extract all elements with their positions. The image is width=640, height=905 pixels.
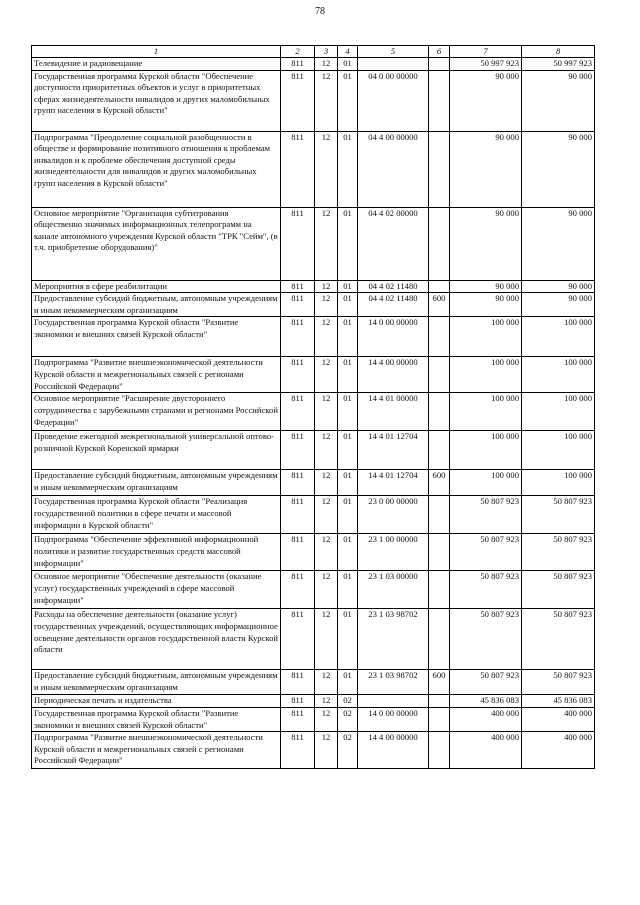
row-subsection-cell: 01 <box>338 609 358 670</box>
row-section-cell: 12 <box>315 534 338 571</box>
page-number: 78 <box>315 6 325 17</box>
row-subsection-cell: 02 <box>338 732 358 769</box>
row-ministry-code-cell: 811 <box>281 695 315 708</box>
row-name-cell: Периодическая печать и издательства <box>32 695 281 708</box>
row-amount-year2-cell: 50 807 923 <box>522 670 595 695</box>
row-amount-year1-cell: 90 000 <box>450 207 522 280</box>
row-name-cell: Подпрограмма "Развитие внешнеэкономической деятельности Курской области и межрегиональных связей с регионами Российской Федерации" <box>32 732 281 769</box>
row-name-cell: Государственная программа Курской области "Развитие экономики и внешних связей Курской области" <box>32 317 281 357</box>
row-amount-year2-cell: 90 000 <box>522 280 595 293</box>
row-amount-year2-cell: 50 807 923 <box>522 571 595 609</box>
row-expense-type-cell <box>429 431 450 470</box>
row-target-article-cell: 14 4 01 12704 <box>358 431 429 470</box>
row-section-cell: 12 <box>315 470 338 496</box>
row-subsection-cell: 01 <box>338 131 358 207</box>
row-section-cell: 12 <box>315 70 338 131</box>
header-cell: 3 <box>315 46 338 58</box>
table-row <box>32 357 595 393</box>
row-expense-type-cell <box>429 534 450 571</box>
row-name-cell: Государственная программа Курской области "Обеспечение доступности приоритетных объектов и услуг в приоритетных сферах жизнедеятельности инвалидов и других маломобильных групп населения в Курской области" <box>32 70 281 131</box>
row-amount-year2-cell: 400 000 <box>522 707 595 731</box>
row-name-cell: Мероприятия в сфере реабилитации <box>32 280 281 293</box>
row-target-article-cell <box>358 695 429 708</box>
row-subsection-cell: 01 <box>338 431 358 470</box>
table-row <box>32 732 595 769</box>
row-amount-year2-cell: 100 000 <box>522 431 595 470</box>
row-subsection-cell: 01 <box>338 496 358 534</box>
row-section-cell: 12 <box>315 393 338 431</box>
table-row <box>32 293 595 317</box>
row-amount-year1-cell: 50 807 923 <box>450 609 522 670</box>
row-amount-year1-cell: 90 000 <box>450 293 522 317</box>
row-amount-year1-cell: 50 807 923 <box>450 571 522 609</box>
row-section-cell: 12 <box>315 207 338 280</box>
row-expense-type-cell: 600 <box>429 670 450 695</box>
header-cell: 4 <box>338 46 358 58</box>
row-expense-type-cell <box>429 732 450 769</box>
row-amount-year1-cell: 100 000 <box>450 393 522 431</box>
row-target-article-cell: 23 1 00 00000 <box>358 534 429 571</box>
row-target-article-cell: 14 0 00 00000 <box>358 707 429 731</box>
table-row <box>32 670 595 695</box>
row-amount-year2-cell: 50 807 923 <box>522 609 595 670</box>
row-expense-type-cell <box>429 393 450 431</box>
table-row <box>32 207 595 280</box>
row-ministry-code-cell: 811 <box>281 317 315 357</box>
row-expense-type-cell <box>429 357 450 393</box>
header-cell: 5 <box>358 46 429 58</box>
row-amount-year2-cell: 45 836 083 <box>522 695 595 708</box>
row-section-cell: 12 <box>315 571 338 609</box>
row-target-article-cell: 14 4 01 12704 <box>358 470 429 496</box>
header-cell: 8 <box>522 46 595 58</box>
table-row <box>32 280 595 293</box>
row-ministry-code-cell: 811 <box>281 496 315 534</box>
row-section-cell: 12 <box>315 609 338 670</box>
row-subsection-cell: 01 <box>338 357 358 393</box>
row-target-article-cell: 14 4 01 00000 <box>358 393 429 431</box>
row-expense-type-cell <box>429 695 450 708</box>
row-section-cell: 12 <box>315 431 338 470</box>
row-expense-type-cell: 600 <box>429 293 450 317</box>
row-amount-year1-cell: 100 000 <box>450 431 522 470</box>
row-amount-year1-cell: 400 000 <box>450 707 522 731</box>
row-amount-year2-cell: 100 000 <box>522 393 595 431</box>
row-ministry-code-cell: 811 <box>281 609 315 670</box>
row-amount-year1-cell: 50 807 923 <box>450 534 522 571</box>
table-row <box>32 431 595 470</box>
row-ministry-code-cell: 811 <box>281 207 315 280</box>
row-target-article-cell: 04 4 02 00000 <box>358 207 429 280</box>
row-amount-year1-cell: 50 997 923 <box>450 58 522 71</box>
row-ministry-code-cell: 811 <box>281 293 315 317</box>
row-name-cell: Подпрограмма "Преодоление социальной разобщенности в обществе и формирование позитивного отношения к проблемам инвалидов и к проблеме обеспечения доступной среды жизнедеятельности для инвалидов и других маломобильных групп населения в Курской области" <box>32 131 281 207</box>
row-ministry-code-cell: 811 <box>281 131 315 207</box>
row-subsection-cell: 01 <box>338 58 358 71</box>
row-ministry-code-cell: 811 <box>281 431 315 470</box>
row-expense-type-cell: 600 <box>429 470 450 496</box>
table-row <box>32 70 595 131</box>
row-ministry-code-cell: 811 <box>281 707 315 731</box>
row-name-cell: Подпрограмма "Развитие внешнеэкономической деятельности Курской области и межрегиональных связей с регионами Российской Федерации" <box>32 357 281 393</box>
row-ministry-code-cell: 811 <box>281 280 315 293</box>
row-ministry-code-cell: 811 <box>281 670 315 695</box>
table-row <box>32 470 595 496</box>
table-row <box>32 609 595 670</box>
row-amount-year1-cell: 45 836 083 <box>450 695 522 708</box>
row-target-article-cell: 04 4 02 11480 <box>358 293 429 317</box>
row-name-cell: Основное мероприятие "Обеспечение деятельности (оказание услуг) государственных учреждений в сфере массовой информации" <box>32 571 281 609</box>
row-ministry-code-cell: 811 <box>281 571 315 609</box>
row-target-article-cell: 23 0 00 00000 <box>358 496 429 534</box>
row-subsection-cell: 01 <box>338 317 358 357</box>
row-amount-year2-cell: 90 000 <box>522 293 595 317</box>
row-amount-year1-cell: 50 807 923 <box>450 670 522 695</box>
table-row <box>32 571 595 609</box>
row-section-cell: 12 <box>315 496 338 534</box>
row-section-cell: 12 <box>315 317 338 357</box>
row-amount-year1-cell: 90 000 <box>450 280 522 293</box>
row-target-article-cell: 14 4 00 00000 <box>358 732 429 769</box>
row-name-cell: Государственная программа Курской области "Реализация государственной политики в сфере печати и массовой информации в Курской области" <box>32 496 281 534</box>
row-target-article-cell: 23 1 03 98702 <box>358 609 429 670</box>
row-name-cell: Телевидение и радиовещание <box>32 58 281 71</box>
row-name-cell: Предоставление субсидий бюджетным, автономным учреждениям и иным некоммерческим организациям <box>32 470 281 496</box>
row-section-cell: 12 <box>315 695 338 708</box>
row-subsection-cell: 01 <box>338 571 358 609</box>
table-row <box>32 317 595 357</box>
row-amount-year1-cell: 90 000 <box>450 131 522 207</box>
row-expense-type-cell <box>429 707 450 731</box>
table-row <box>32 534 595 571</box>
row-subsection-cell: 02 <box>338 695 358 708</box>
row-section-cell: 12 <box>315 670 338 695</box>
column-number-header <box>32 46 595 58</box>
row-amount-year2-cell: 100 000 <box>522 470 595 496</box>
row-target-article-cell: 04 0 00 00000 <box>358 70 429 131</box>
row-name-cell: Основное мероприятие "Организация субтитрования общественно значимых информационных телепрограмм на канале автономного учреждения Курской области "ТРК "Сейм", (в т.ч. приобретение оборудования)" <box>32 207 281 280</box>
row-section-cell: 12 <box>315 293 338 317</box>
row-subsection-cell: 02 <box>338 707 358 731</box>
row-amount-year1-cell: 100 000 <box>450 470 522 496</box>
table-row <box>32 695 595 708</box>
header-cell: 6 <box>429 46 450 58</box>
header-cell: 2 <box>281 46 315 58</box>
row-name-cell: Государственная программа Курской области "Развитие экономики и внешних связей Курской области" <box>32 707 281 731</box>
row-name-cell: Расходы на обеспечение деятельности (оказание услуг) государственных учреждений, осуществляющих информационное освещение деятельности органов государственной власти Курской области <box>32 609 281 670</box>
row-amount-year2-cell: 90 000 <box>522 207 595 280</box>
row-amount-year2-cell: 50 807 923 <box>522 534 595 571</box>
row-amount-year2-cell: 50 807 923 <box>522 496 595 534</box>
table-row <box>32 131 595 207</box>
row-subsection-cell: 01 <box>338 670 358 695</box>
row-expense-type-cell <box>429 280 450 293</box>
row-name-cell: Предоставление субсидий бюджетным, автономным учреждениям и иным некоммерческим организациям <box>32 293 281 317</box>
row-ministry-code-cell: 811 <box>281 70 315 131</box>
table-row <box>32 58 595 71</box>
row-name-cell: Предоставление субсидий бюджетным, автономным учреждениям и иным некоммерческим организациям <box>32 670 281 695</box>
header-cell: 1 <box>32 46 281 58</box>
row-name-cell: Основное мероприятие "Расширение двустороннего сотрудничества с зарубежными странами и регионами Российской Федерации" <box>32 393 281 431</box>
row-amount-year1-cell: 50 807 923 <box>450 496 522 534</box>
row-subsection-cell: 01 <box>338 280 358 293</box>
header-cell: 7 <box>450 46 522 58</box>
row-amount-year2-cell: 100 000 <box>522 317 595 357</box>
row-section-cell: 12 <box>315 707 338 731</box>
row-target-article-cell <box>358 58 429 71</box>
row-section-cell: 12 <box>315 357 338 393</box>
row-section-cell: 12 <box>315 732 338 769</box>
row-expense-type-cell <box>429 207 450 280</box>
row-ministry-code-cell: 811 <box>281 732 315 769</box>
budget-table <box>31 45 595 769</box>
row-section-cell: 12 <box>315 280 338 293</box>
row-amount-year2-cell: 400 000 <box>522 732 595 769</box>
row-expense-type-cell <box>429 131 450 207</box>
row-target-article-cell: 14 0 00 00000 <box>358 317 429 357</box>
row-target-article-cell: 14 4 00 00000 <box>358 357 429 393</box>
row-expense-type-cell <box>429 496 450 534</box>
row-subsection-cell: 01 <box>338 534 358 571</box>
row-expense-type-cell <box>429 58 450 71</box>
row-amount-year2-cell: 90 000 <box>522 131 595 207</box>
row-subsection-cell: 01 <box>338 293 358 317</box>
row-amount-year2-cell: 50 997 923 <box>522 58 595 71</box>
row-target-article-cell: 04 4 02 11480 <box>358 280 429 293</box>
row-name-cell: Подпрограмма "Обеспечение эффективной информационной политики и развитие государственных средств массовой информации" <box>32 534 281 571</box>
row-subsection-cell: 01 <box>338 70 358 131</box>
row-target-article-cell: 04 4 00 00000 <box>358 131 429 207</box>
row-ministry-code-cell: 811 <box>281 58 315 71</box>
row-ministry-code-cell: 811 <box>281 357 315 393</box>
row-amount-year1-cell: 400 000 <box>450 732 522 769</box>
row-subsection-cell: 01 <box>338 393 358 431</box>
row-subsection-cell: 01 <box>338 207 358 280</box>
row-ministry-code-cell: 811 <box>281 393 315 431</box>
row-expense-type-cell <box>429 70 450 131</box>
row-target-article-cell: 23 1 03 00000 <box>358 571 429 609</box>
row-target-article-cell: 23 1 03 98702 <box>358 670 429 695</box>
row-amount-year2-cell: 100 000 <box>522 357 595 393</box>
table-row <box>32 496 595 534</box>
row-amount-year1-cell: 90 000 <box>450 70 522 131</box>
row-expense-type-cell <box>429 317 450 357</box>
table-body <box>32 46 595 769</box>
table-row <box>32 393 595 431</box>
row-section-cell: 12 <box>315 58 338 71</box>
row-expense-type-cell <box>429 609 450 670</box>
row-amount-year2-cell: 90 000 <box>522 70 595 131</box>
row-subsection-cell: 01 <box>338 470 358 496</box>
row-ministry-code-cell: 811 <box>281 534 315 571</box>
row-amount-year1-cell: 100 000 <box>450 357 522 393</box>
row-ministry-code-cell: 811 <box>281 470 315 496</box>
row-amount-year1-cell: 100 000 <box>450 317 522 357</box>
row-expense-type-cell <box>429 571 450 609</box>
row-name-cell: Проведение ежегодной межрегиональной универсальной оптово-розничной Курской Коренской ярмарки <box>32 431 281 470</box>
table-row <box>32 707 595 731</box>
row-section-cell: 12 <box>315 131 338 207</box>
